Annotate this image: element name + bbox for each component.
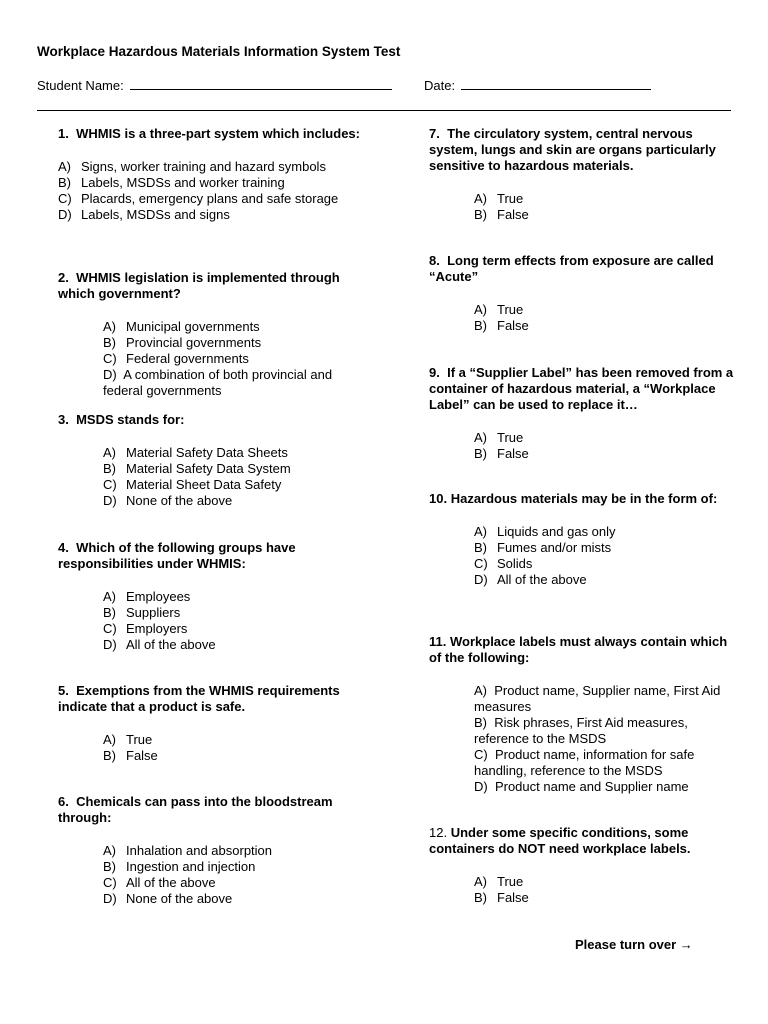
option[interactable]: B) Fumes and/or mists [474,540,612,555]
question-8: 8. Long term effects from exposure are called “Acute” A) True B) False [429,253,719,334]
option[interactable]: A) Inhalation and absorption [103,843,273,858]
option[interactable]: A) Employees [103,589,191,604]
option[interactable]: C) Employers [103,621,188,636]
option[interactable]: C) Solids [474,556,533,571]
option[interactable]: B) Labels, MSDSs and worker training [58,175,285,190]
date-field[interactable] [424,77,651,94]
option[interactable]: D) Product name and Supplier name [474,779,689,794]
option[interactable]: B) False [474,318,529,333]
question-7: 7. The circulatory system, central nervous system, lungs and skin are organs particularly sensitive to hazardous materials. A) True B) False [429,126,734,223]
option[interactable]: A) True [474,874,524,889]
option[interactable]: C) Placards, emergency plans and safe storage [58,191,339,206]
option[interactable]: D) A combination of both provincial and federal governments [103,367,333,398]
option[interactable]: C) Product name, information for safe handling, reference to the MSDS [474,747,695,778]
option[interactable]: A) Municipal governments [103,319,260,334]
question-10: 10. Hazardous materials may be in the form of: A) Liquids and gas only B) Fumes and/or mists C) Solids D) All of the above [429,491,729,588]
question-12: 12. Under some specific conditions, some containers do NOT need workplace labels. A) True B) False [429,825,729,906]
option[interactable]: D) None of the above [103,891,233,906]
test-title: Workplace Hazardous Materials Information System Test [37,44,401,59]
date-blank[interactable] [461,77,651,90]
option[interactable]: B) False [103,748,158,763]
student-name-blank[interactable] [130,77,392,90]
option[interactable]: D) All of the above [474,572,587,587]
option[interactable]: A) Product name, Supplier name, First Aid measures [474,683,721,714]
option[interactable]: A) True [474,302,524,317]
option[interactable]: A) True [103,732,153,747]
option[interactable]: B) Material Safety Data System [103,461,291,476]
option[interactable]: A) True [474,430,524,445]
option[interactable]: B) Suppliers [103,605,181,620]
question-9: 9. If a “Supplier Label” has been removed from a container of hazardous material, a “Workplace Label” can be used to replace it… A) True B) False [429,365,739,462]
option[interactable]: C) Federal governments [103,351,249,366]
question-11: 11. Workplace labels must always contain which of the following: A) Product name, Supplier name, First Aid measures B) Risk phrases, First Aid measures, reference to the MSDS C) Product name, information for safe handling, reference to the MSDS D) Product name and Supplier name [429,634,728,794]
option[interactable]: C) Material Sheet Data Safety [103,477,282,492]
option[interactable]: B) False [474,446,529,461]
option[interactable]: B) False [474,890,529,905]
header-divider [37,110,731,111]
option[interactable]: A) Material Safety Data Sheets [103,445,288,460]
question-1: 1. WHMIS is a three-part system which includes: A) Signs, worker training and hazard symbols B) Labels, MSDSs and worker training C) Placards, emergency plans and safe storage D) Labels, MSDSs and signs [58,126,378,223]
option[interactable]: D) Labels, MSDSs and signs [58,207,230,222]
question-6: 6. Chemicals can pass into the bloodstream through: A) Inhalation and absorption B) Ingestion and injection C) All of the above D) None of the above [58,794,378,907]
option[interactable]: D) All of the above [103,637,216,652]
student-name-field[interactable] [37,77,392,94]
option[interactable]: B) Provincial governments [103,335,262,350]
question-4: 4. Which of the following groups have responsibilities under WHMIS: A) Employees B) Suppliers C) Employers D) All of the above [58,540,378,653]
student-name-label: Student Name: [37,78,124,93]
question-5: 5. Exemptions from the WHMIS requirements indicate that a product is safe. A) True B) False [58,683,378,764]
question-2: 2. WHMIS legislation is implemented through which government? A) Municipal governments B) Provincial governments C) Federal governments D) A combination of both provincial and federal governments [58,270,378,399]
option[interactable]: A) Signs, worker training and hazard symbols [58,159,326,174]
question-3: 3. MSDS stands for: A) Material Safety Data Sheets B) Material Safety Data System C) Material Sheet Data Safety D) None of the above [58,412,378,509]
option[interactable]: B) Risk phrases, First Aid measures, reference to the MSDS [474,715,688,746]
option[interactable]: A) True [474,191,524,206]
option[interactable]: C) All of the above [103,875,216,890]
date-label: Date: [424,78,456,93]
option[interactable]: A) Liquids and gas only [474,524,616,539]
option[interactable]: B) False [474,207,529,222]
option[interactable]: B) Ingestion and injection [103,859,256,874]
turn-over-note: Please turn over → [575,937,693,952]
option[interactable]: D) None of the above [103,493,233,508]
